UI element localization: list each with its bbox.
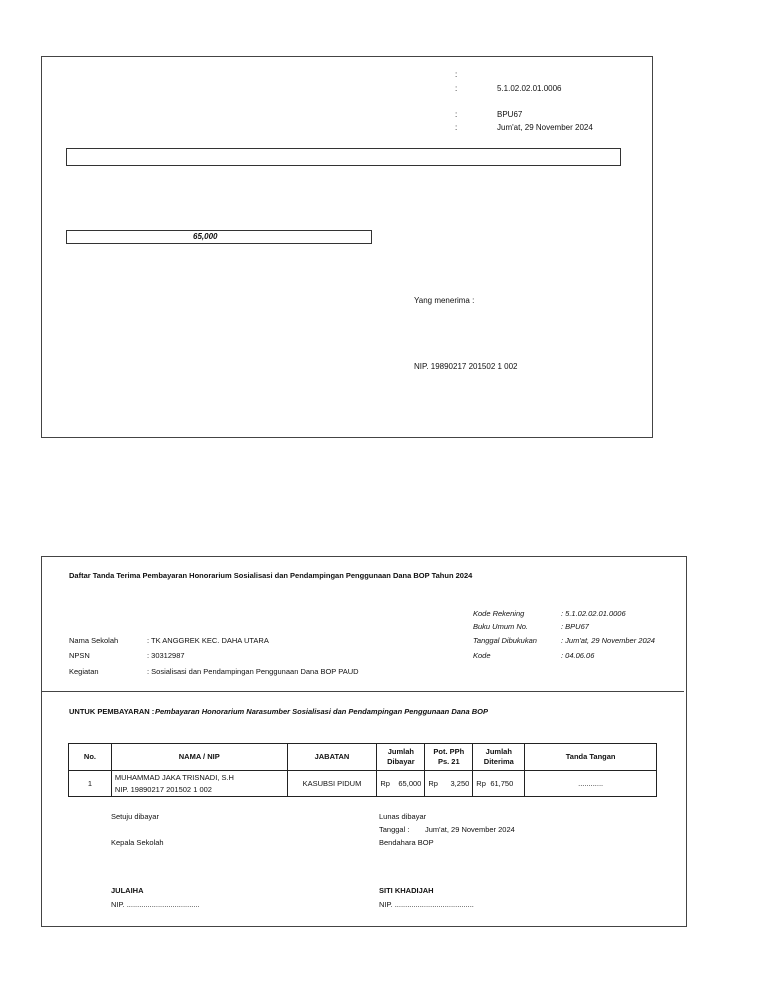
cell-pot [425,771,473,797]
cell-nama-nip [111,771,287,797]
cell-no: 1 [69,771,112,797]
table-row [69,771,657,797]
receiver-nip: NIP. 19890217 201502 1 002 [414,362,518,371]
bendahara-nip: NIP. ...................................... [379,900,474,909]
yang-menerima-label: Yang menerima : [414,296,475,305]
col-header-pot: Pot. PPh Ps. 21 [425,744,473,771]
meta-value-buku-umum: : BPU67 [561,622,589,631]
bendahara-label: Bendahara BOP [379,838,434,847]
amount-box [66,230,372,244]
kepala-sekolah-name: JULAIHA [111,886,144,895]
setuju-dibayar-label: Setuju dibayar [111,812,159,821]
kode-rekening-value: 5.1.02.02.01.0006 [497,84,562,93]
meta-label-nama-sekolah: Nama Sekolah [69,636,119,645]
rp-symbol: Rp [380,779,390,788]
section-divider [42,691,684,692]
meta-value-nama-sekolah: : TK ANGGREK KEC. DAHA UTARA [147,636,269,645]
col-header-no: No. [69,744,112,771]
colon-blank: : [455,70,458,79]
terbilang-box [66,148,621,166]
meta-value-kegiatan: : Sosialisasi dan Pendampingan Penggunaan Dana BOP PAUD [147,667,359,676]
meta-value-npsn: : 30312987 [147,651,185,660]
table-header-row [69,744,657,771]
receipt-page [41,56,653,438]
cell-nip: NIP. 19890217 201502 1 002 [114,785,212,794]
tanggal-lunas-value: Jum'at, 29 November 2024 [425,825,515,834]
pot-amount: 3,250 [450,779,470,788]
meta-label-kode-rekening: Kode Rekening [473,609,525,618]
cell-diterima [473,771,525,797]
meta-label-kegiatan: Kegiatan [69,667,99,676]
meta-value-kode: : 04.06.06 [561,651,595,660]
rp-symbol: Rp [428,779,438,788]
col-header-diterima: Jumlah Diterima [473,744,525,771]
colon-kode: : [455,84,458,93]
cell-dibayar [377,771,425,797]
tanggal-label: Tanggal : [379,825,410,834]
colon-tanggal: : [455,123,458,132]
meta-label-npsn: NPSN [69,651,90,660]
dibayar-amount: 65,000 [398,779,422,788]
meta-value-tanggal: : Jum'at, 29 November 2024 [561,636,655,645]
meta-label-kode: Kode [473,651,491,660]
col-header-tanda-tangan: Tanda Tangan [525,744,657,771]
col-header-dibayar: Jumlah Dibayar [377,744,425,771]
document-title: Daftar Tanda Terima Pembayaran Honorarium Sosialisasi dan Pendampingan Penggunaan Dana BOP Tahun 2024 [69,571,473,580]
meta-label-tanggal: Tanggal Dibukukan [473,636,537,645]
cell-tanda-tangan: ............ [525,771,657,797]
cell-jabatan: KASUBSI PIDUM [287,771,377,797]
diterima-amount: 61,750 [490,779,514,788]
kepala-sekolah-label: Kepala Sekolah [111,838,164,847]
untuk-pembayaran-label: UNTUK PEMBAYARAN : [69,707,155,716]
payment-table [68,743,657,797]
col-header-nama: NAMA / NIP [111,744,287,771]
untuk-pembayaran-value: Pembayaran Honorarium Narasumber Sosialisasi dan Pendampingan Penggunaan Dana BOP [155,707,489,716]
tanggal-value: Jum'at, 29 November 2024 [497,123,593,132]
meta-label-buku-umum: Buku Umum No. [473,622,529,631]
meta-value-kode-rekening: : 5.1.02.02.01.0006 [561,609,626,618]
kepala-sekolah-nip: NIP. ................................... [111,900,200,909]
lunas-dibayar-label: Lunas dibayar [379,812,427,821]
rp-symbol: Rp [476,779,486,788]
colon-buku: : [455,110,458,119]
buku-umum-value: BPU67 [497,110,523,119]
amount-value: 65,000 [193,232,218,241]
bendahara-name: SITI KHADIJAH [379,886,434,895]
col-header-jabatan: JABATAN [287,744,377,771]
cell-nama: MUHAMMAD JAKA TRISNADI, S.H [114,773,234,782]
